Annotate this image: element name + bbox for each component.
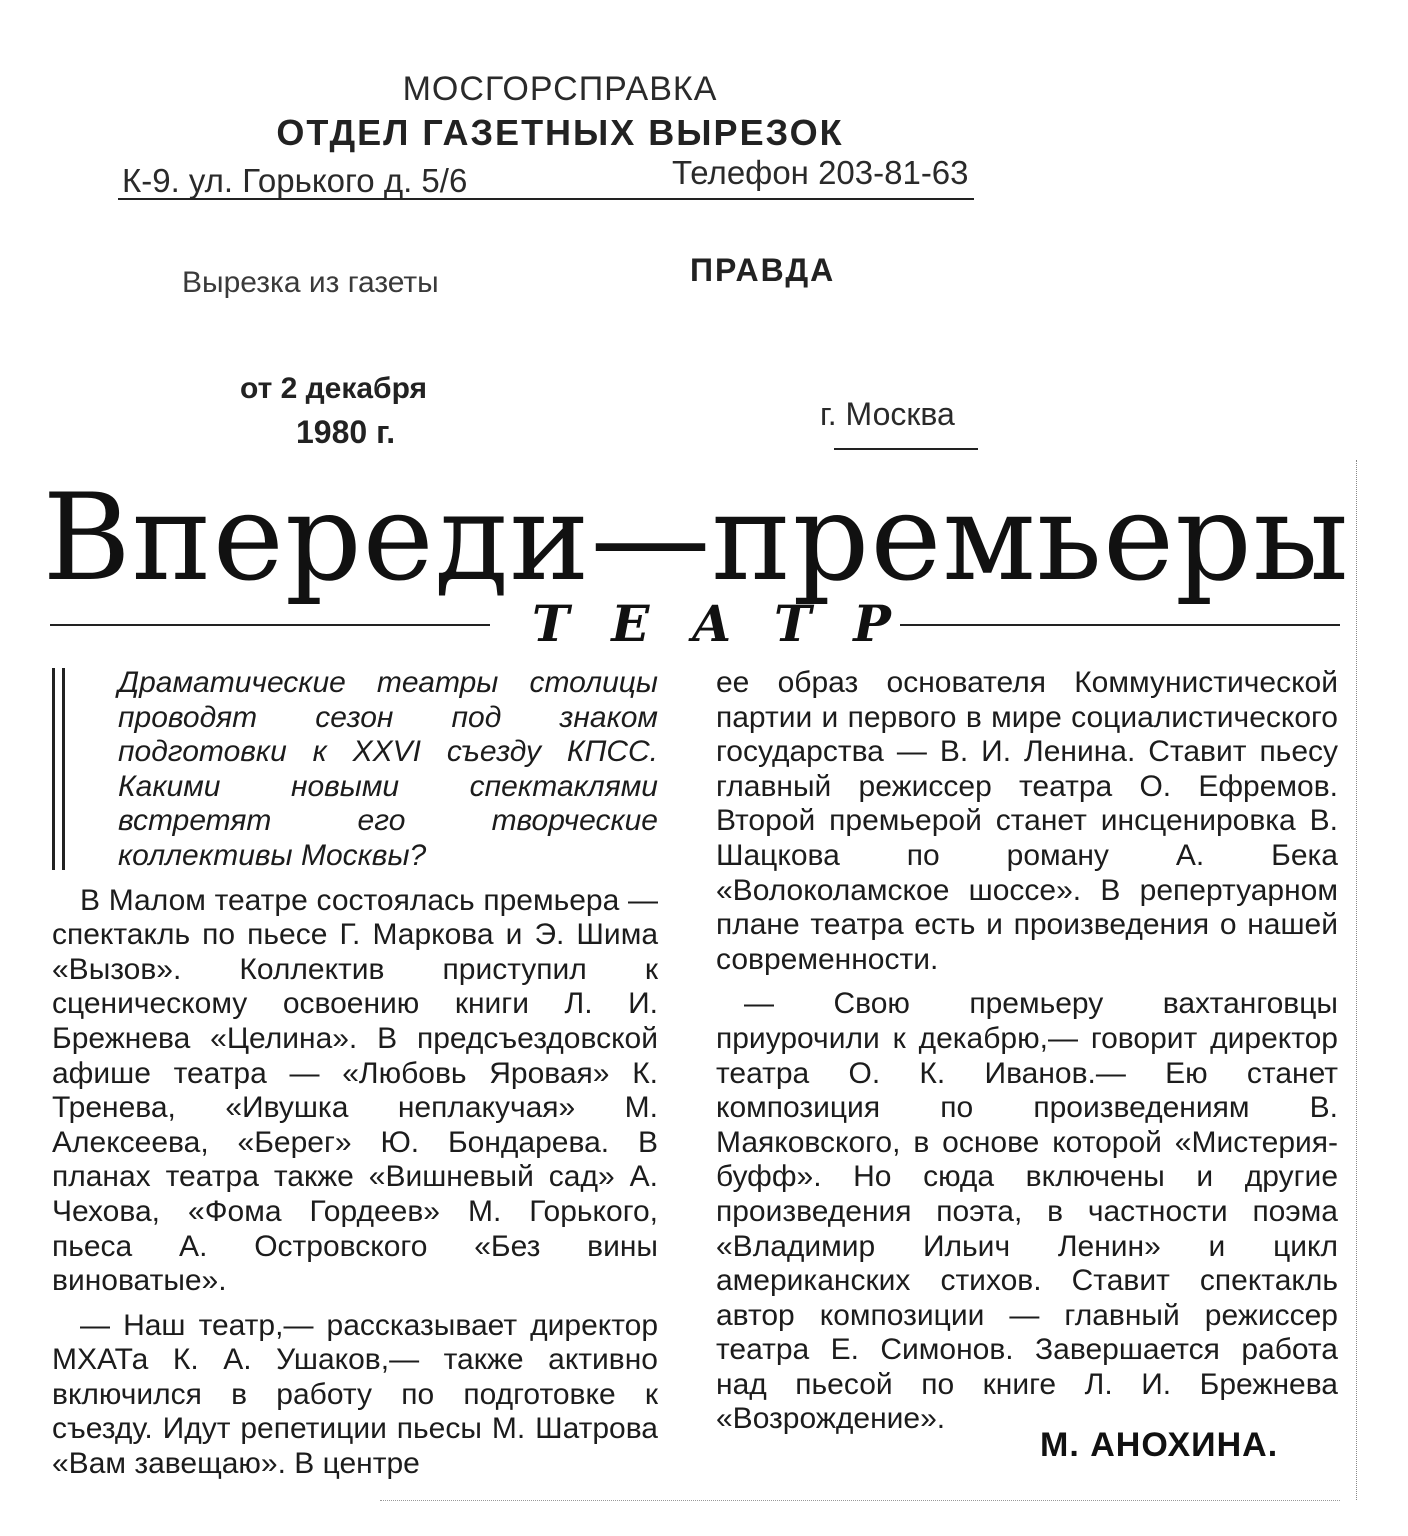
article-paragraph: ее образ основателя Коммунистической партии и первого в мире социалистического государства — В. И. Ленина. Ставит пьесу главный режиссер театра О. Ефремов. Второй премьерой станет инсценировка В. Шацкова по роману А. Бека «Волоколамское шоссе». В репертуарном плане театра есть и произведения о нашей современности. bbox=[716, 666, 1338, 976]
department-name: ОТДЕЛ ГАЗЕТНЫХ ВЫРЕЗОК bbox=[276, 112, 844, 153]
rubric-rule-left bbox=[50, 624, 490, 626]
clipping-year: 1980 г. bbox=[296, 414, 396, 450]
newspaper-name: ПРАВДА bbox=[690, 252, 836, 288]
clipping-date: от 2 декабря bbox=[240, 372, 428, 405]
clipping-city: г. Москва bbox=[820, 396, 955, 432]
agency-name: МОСГОРСПРАВКА bbox=[402, 70, 718, 108]
stamp-address: К-9. ул. Горького д. 5/6 bbox=[122, 162, 468, 199]
rubric-label: ТЕАТР bbox=[532, 594, 933, 653]
article-column-right bbox=[716, 666, 1338, 1437]
article-column-left bbox=[52, 666, 658, 1482]
rubric-rule-right bbox=[900, 624, 1340, 626]
lead-block bbox=[52, 666, 658, 874]
lead-rule-inner bbox=[62, 668, 65, 870]
clipping-label: Вырезка из газеты bbox=[182, 266, 439, 299]
article-headline: Впереди—премьеры bbox=[42, 469, 1350, 608]
article-lead: Драматические театры столицы проводят сезон под знаком подготовки к XXVI съезду КПСС. Какими новыми спектаклями встретят его творческие коллективы Москвы? bbox=[118, 666, 658, 872]
address-underline bbox=[118, 198, 974, 200]
stamp-phone: Телефон 203-81-63 bbox=[672, 154, 969, 191]
article-author: М. АНОХИНА. bbox=[1040, 1426, 1279, 1464]
scan-edge-bottom bbox=[380, 1500, 1340, 1501]
article-paragraph: — Наш театр,— рассказывает директор МХАТа К. А. Ушаков,— также активно включился в работу по подготовке к съезду. Идут репетиции пьесы М. Шатрова «Вам завещаю». В центре bbox=[52, 1308, 658, 1481]
city-underline bbox=[834, 448, 978, 450]
article-paragraph: В Малом театре состоялась премьера — спектакль по пьесе Г. Маркова и Э. Шима «Вызов». Коллектив приступил к сценическому освоению книги Л. И. Брежнева «Целина». В предсъездовской афише театра — «Любовь Яровая» К. Тренева, «Ивушка неплакучая» М. Алексеева, «Берег» Ю. Бондарева. В планах театра также «Вишневый сад» А. Чехова, «Фома Гордеев» М. Горького, пьеса А. Островского «Без вины виноватые». bbox=[52, 883, 658, 1298]
lead-rule-outer bbox=[52, 668, 55, 870]
article-paragraph: — Свою премьеру вахтанговцы приурочили к декабрю,— говорит директор театра О. К. Иванов.— Ею станет композиция по произведениям В. Маяковского, в основе которой «Мистерия-буфф». Но сюда включены и другие произведения поэта, в частности поэма «Владимир Ильич Ленин» и цикл американских стихов. Ставит спектакль автор композиции — главный режиссер театра Е. Симонов. Завершается работа над пьесой по книге Л. И. Брежнева «Возрождение». bbox=[716, 987, 1338, 1436]
rubric-row bbox=[50, 594, 1340, 654]
scan-edge-right bbox=[1356, 460, 1357, 1500]
